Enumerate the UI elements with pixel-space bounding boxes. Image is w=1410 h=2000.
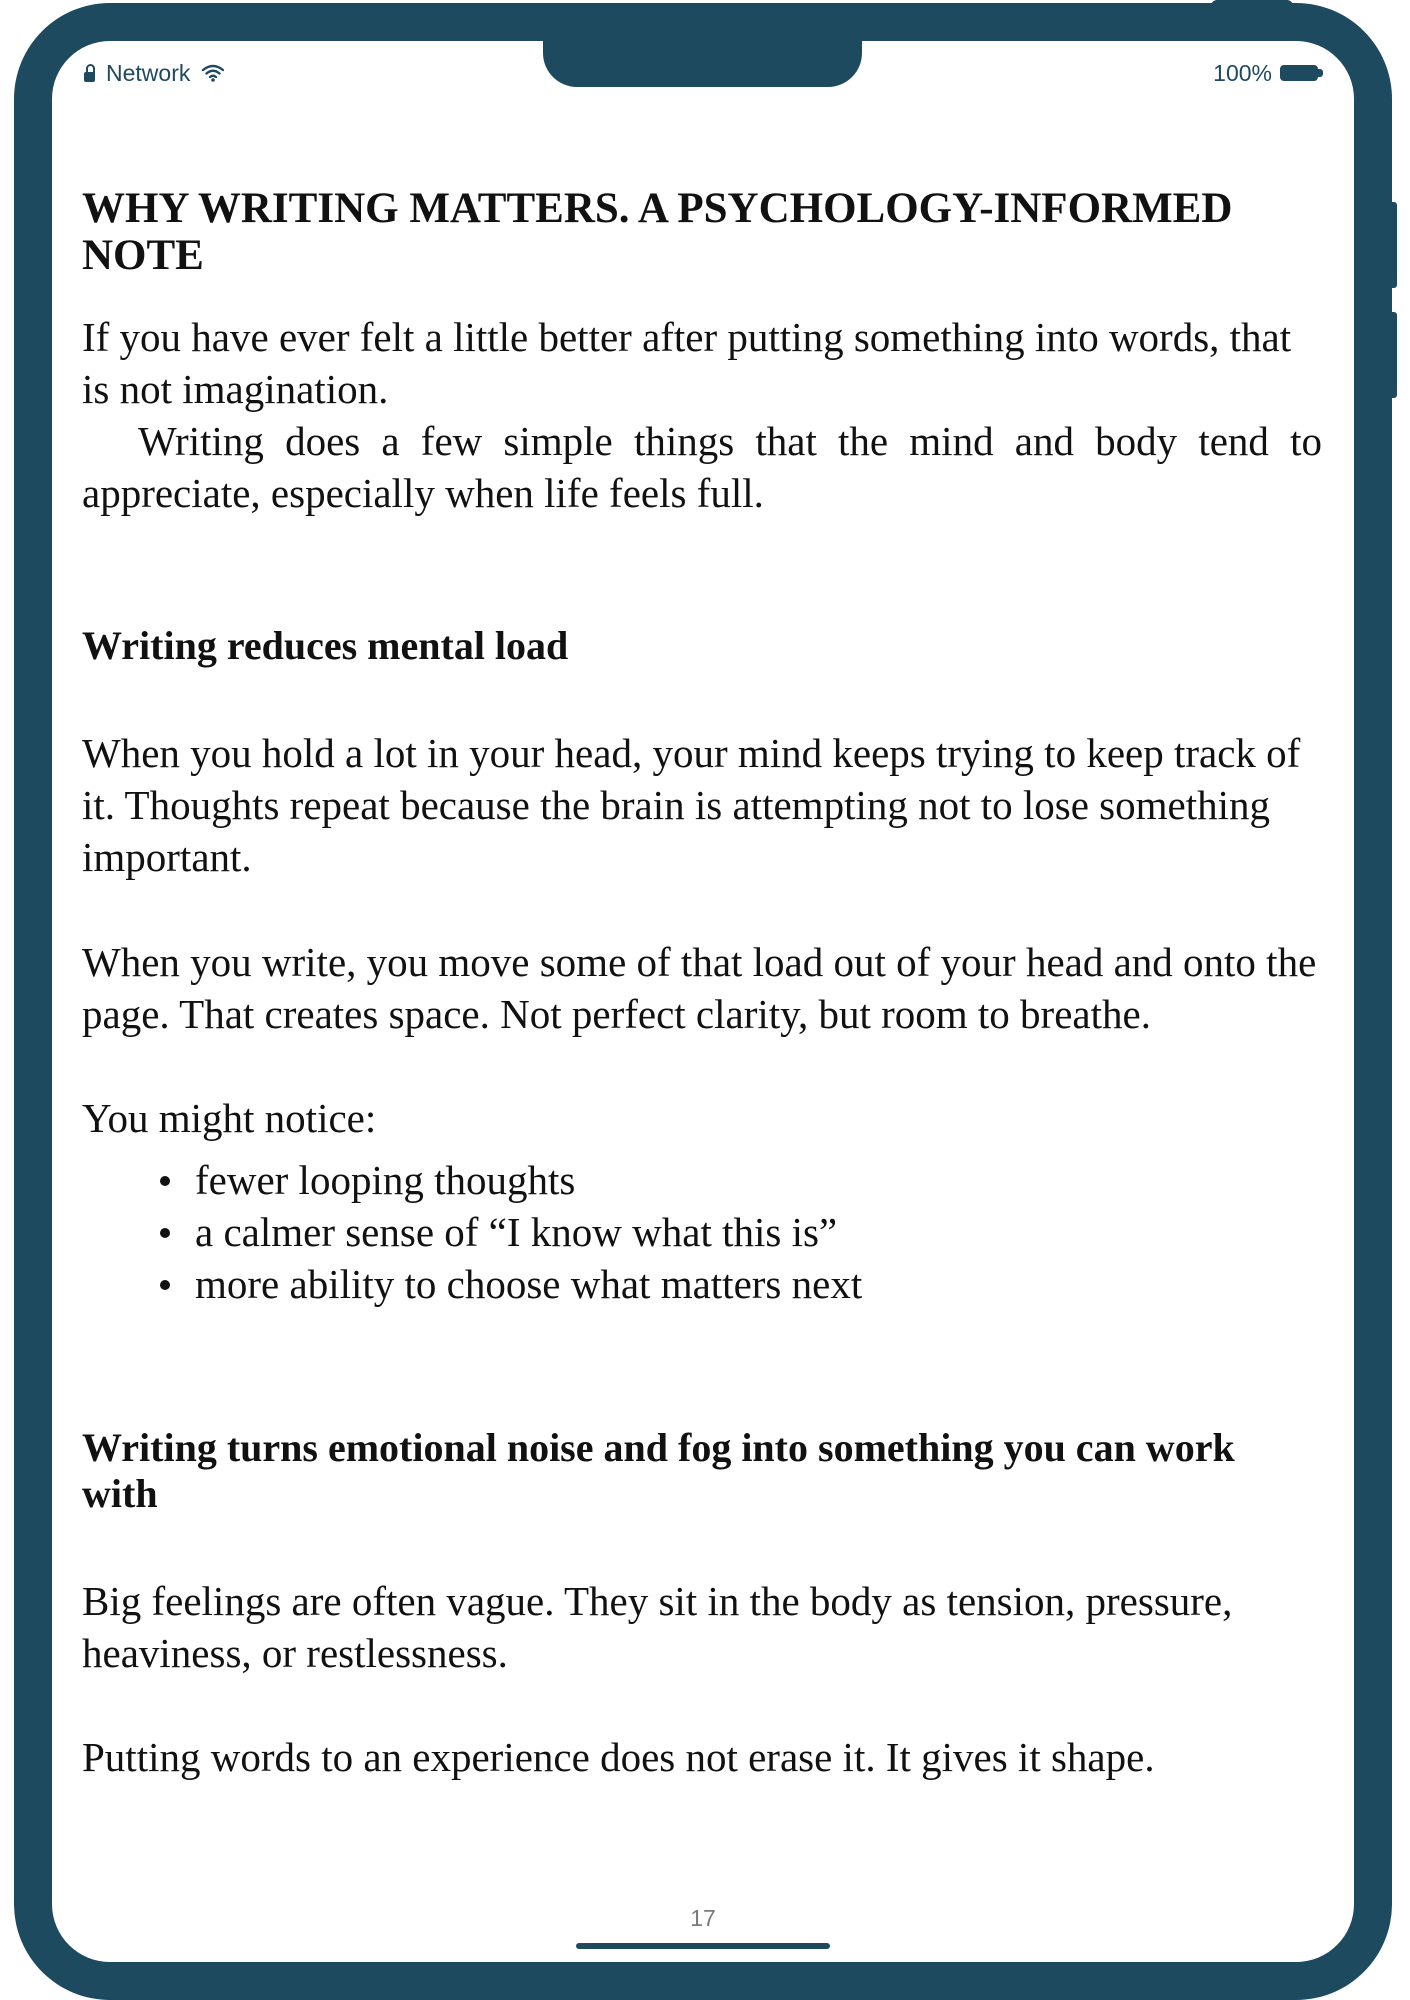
reader-screen [52,41,1354,1962]
section1-paragraph-1: When you hold a lot in your head, your mind keeps trying to keep track of it. Thoughts repeat because the brain is attempting not to lose something important. [82,730,1301,880]
volume-down-button [1388,312,1397,398]
lock-icon [84,64,95,82]
wifi-icon [202,64,224,82]
intro-paragraph-2: Writing does a few simple things that the mind and body tend to appreciate, especially when life feels full. [82,418,1322,516]
page-title [82,185,1282,279]
status-bar-right [1213,58,1324,88]
status-bar-left [84,58,224,88]
list-item: a calmer sense of “I know what this is” [82,1206,1322,1258]
home-indicator[interactable] [576,1943,830,1949]
camera-notch [543,41,862,87]
page-number: 17 [690,1905,716,1931]
section2-paragraph-2: Putting words to an experience does not erase it. It gives it shape. [82,1734,1155,1780]
section2-paragraph-1: Big feelings are often vague. They sit in the body as tension, pressure, heaviness, or restlessness. [82,1578,1233,1676]
intro-paragraph-1: If you have ever felt a little better after putting something into words, that is not imagination. [82,314,1292,412]
bullet-icon [160,1228,170,1238]
title-line-1: WHY WRITING MATTERS. A PSYCHOLOGY-INFORMED [82,185,1233,232]
list-item: fewer looping thoughts [82,1154,1322,1206]
battery-percent: 100% [1213,59,1272,86]
title-line-2: NOTE [82,232,204,279]
list-item: more ability to choose what matters next [82,1258,1322,1310]
section1-paragraph-2: When you write, you move some of that load out of your head and onto the page. That creates space. Not perfect clarity, but room to breathe. [82,939,1317,1037]
section-heading-emotional-noise: Writing turns emotional noise and fog into something you can work with [82,1425,1235,1516]
section-heading-mental-load: Writing reduces mental load [82,623,569,668]
notice-list [82,1154,1322,1310]
power-button [1211,0,1293,8]
battery-icon [1280,65,1324,81]
volume-up-button [1388,202,1397,288]
bullet-icon [160,1176,170,1186]
network-label: Network [106,59,191,86]
bullet-icon [160,1280,170,1290]
section1-paragraph-3: You might notice: [82,1095,377,1141]
